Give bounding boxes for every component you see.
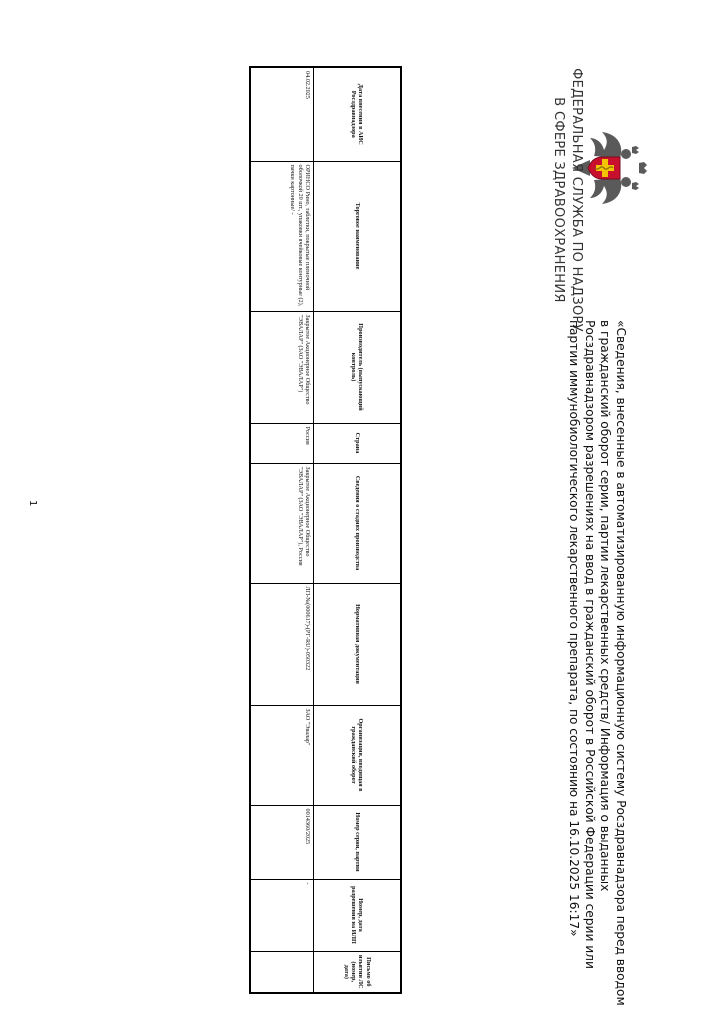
cell-distributor: ЗАО "Эвалар"	[250, 705, 314, 805]
column-header-withdrawal-letter: Письмо об изъятии ЛС (номер, дата)	[314, 951, 402, 993]
column-header-distributor: Организация, вводящая в гражданский оборот	[314, 705, 402, 805]
column-header-country: Страна	[314, 423, 402, 463]
cell-permit: -	[250, 879, 314, 951]
cell-date-added: 04.02.2025	[250, 67, 314, 161]
agency-name-line1: ФЕДЕРАЛЬНАЯ СЛУЖБА ПО НАДЗОРУ	[569, 68, 584, 332]
column-header-manufacturer: Производитель (выпускающий контроль)	[314, 311, 402, 423]
agency-name-line2: В СФЕРЕ ЗДРАВООХРАНЕНИЯ	[551, 97, 566, 303]
cell-batch-number: 0014360/2025	[250, 805, 314, 879]
table-header-row	[314, 67, 402, 993]
cell-withdrawal-letter	[250, 951, 314, 993]
column-header-production-stages: Сведения о стадиях производства	[314, 463, 402, 583]
cell-production-stages: Закрытое Акционерное Общество "ЭВАЛАР" (ЗАО "ЭВАЛАР"), Россия	[250, 463, 314, 583]
table-row	[250, 67, 314, 993]
column-header-permit: Номер, дата разрешения на ИЛП	[314, 879, 402, 951]
registry-table	[249, 66, 402, 994]
cell-regulatory-docs: ЛП-№(000617)-(РГ-RU)-050322	[250, 583, 314, 705]
document-heading: «Сведения, внесенные в автоматизированную информационную систему Росздравнадзора перед вводом в гражданский оборот серии, партии лекарственных средств/ Информация о выданных Росздравнадзором разрешениях на ввод в гражданский оборот в Российской Федерации серии или партии иммунобиологического лекарственного препарата, по состоянию на 16.10.2025 16:17»	[567, 320, 628, 1006]
page-number: 1	[27, 500, 38, 507]
column-header-batch-number: Номер серии, партии	[314, 805, 402, 879]
column-header-trade-name: Торговое наименование	[314, 161, 402, 311]
column-header-date-added: Дата внесения в АИС Росздравнадзора	[314, 67, 402, 161]
column-header-regulatory-docs: Нормативная документация	[314, 583, 402, 705]
cell-trade-name: ОРИНСО Рино, таблетки, покрытые пленочной оболочкой 20 шт., упаковки ячейковые контурные (2), пачки картонные/ -	[250, 161, 314, 311]
cell-manufacturer: Закрытое Акционерное Общество "ЭВАЛАР" (ЗАО "ЭВАЛАР")	[250, 311, 314, 423]
cell-country: Россия	[250, 423, 314, 463]
